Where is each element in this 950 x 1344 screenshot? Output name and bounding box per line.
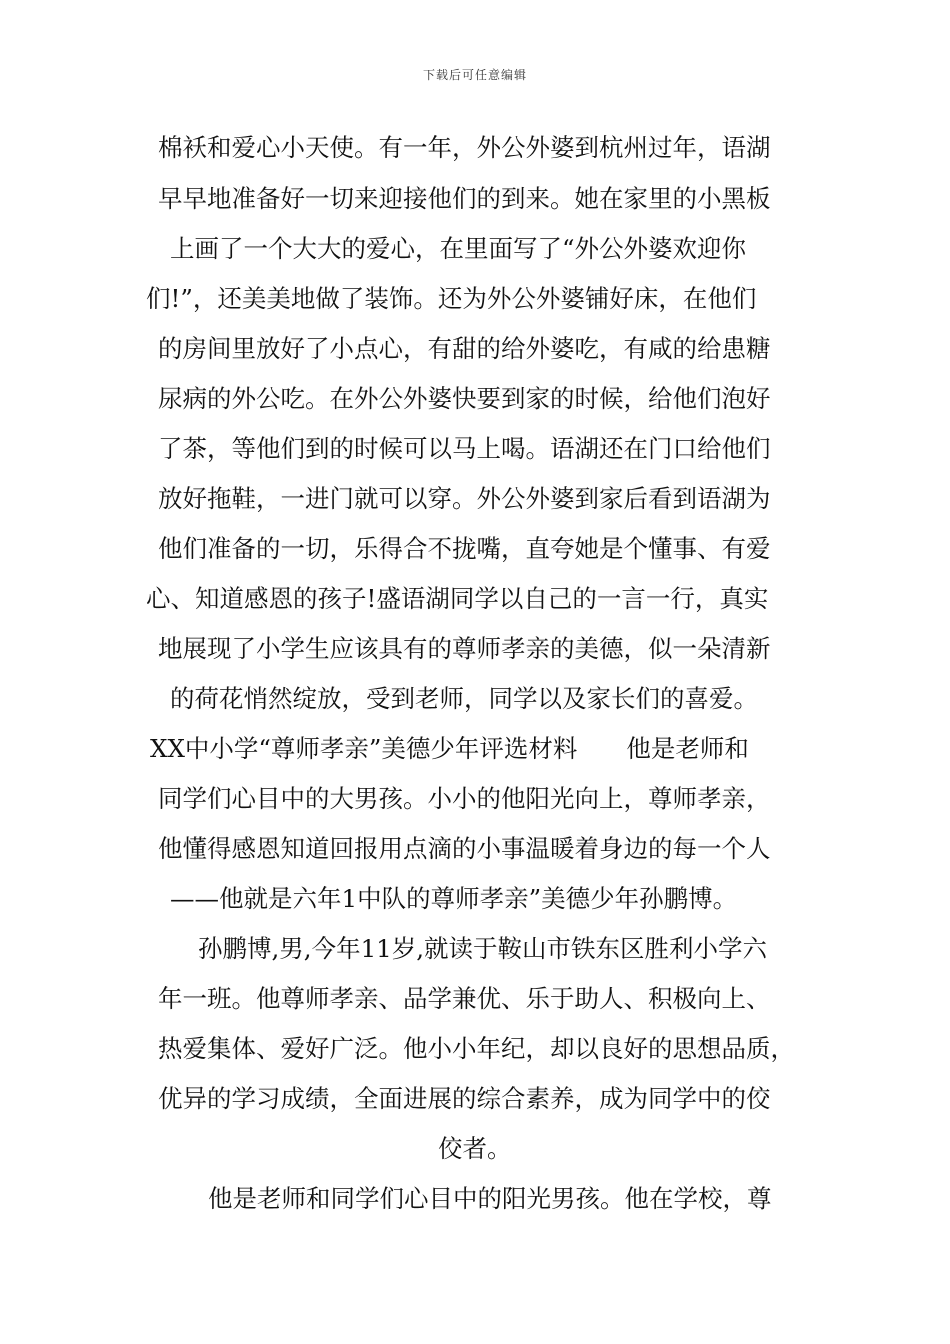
text-line: 他们准备的一切，乐得合不拢嘴，直夸她是个懂事、有爱 [158, 534, 771, 563]
text-line: 孙鹏博,男,今年11岁,就读于鞍山市铁东区胜利小学六 [198, 934, 768, 963]
text-line: 热爱集体、爱好广泛。他小小年纪，却以良好的思想品质， [158, 1034, 795, 1063]
text-line: 早早地准备好一切来迎接他们的到来。她在家里的小黑板 [158, 184, 771, 213]
text-line: 棉袄和爱心小天使。有一年，外公外婆到杭州过年，语湖 [158, 133, 771, 162]
text-line: 上画了一个大大的爱心，在里面写了“外公外婆欢迎你 [170, 234, 747, 263]
text-line: 的房间里放好了小点心，有甜的给外婆吃，有咸的给患糖 [158, 334, 771, 363]
text-line: 放好拖鞋，一进门就可以穿。外公外婆到家后看到语湖为 [158, 484, 771, 513]
text-line: 尿病的外公吃。在外公外婆快要到家的时候，给他们泡好 [158, 384, 771, 413]
text-line: 年一班。他尊师孝亲、品学兼优、乐于助人、积极向上、 [158, 984, 771, 1013]
text-line: 佼者。 [438, 1134, 512, 1163]
text-line: 同学们心目中的大男孩。小小的他阳光向上，尊师孝亲， [158, 784, 771, 813]
text-line: 了茶，等他们到的时候可以马上喝。语湖还在门口给他们 [158, 434, 771, 463]
text-line: 们!”，还美美地做了装饰。还为外公外婆铺好床，在他们 [146, 284, 757, 313]
page-header: 下载后可任意编辑 [422, 68, 527, 82]
text-line: 他懂得感恩知道回报用点滴的小事温暖着身边的每一个人 [158, 834, 771, 863]
text-line: XX中小学“尊师孝亲”美德少年评选材料 他是老师和 [150, 734, 749, 763]
text-line: 心、知道感恩的孩子!盛语湖同学以自己的一言一行，真实 [146, 584, 769, 613]
text-line: 他是老师和同学们心目中的阳光男孩。他在学校，尊 [208, 1184, 772, 1213]
text-line: 优异的学习成绩，全面进展的综合素养，成为同学中的佼 [158, 1084, 771, 1113]
text-line: 的荷花悄然绽放，受到老师，同学以及家长们的喜爱。 [170, 684, 758, 713]
text-line: 地展现了小学生应该具有的尊师孝亲的美德，似一朵清新 [158, 634, 771, 663]
text-line: ——他就是六年1中队的尊师孝亲”美德少年孙鹏博。 [170, 884, 738, 913]
